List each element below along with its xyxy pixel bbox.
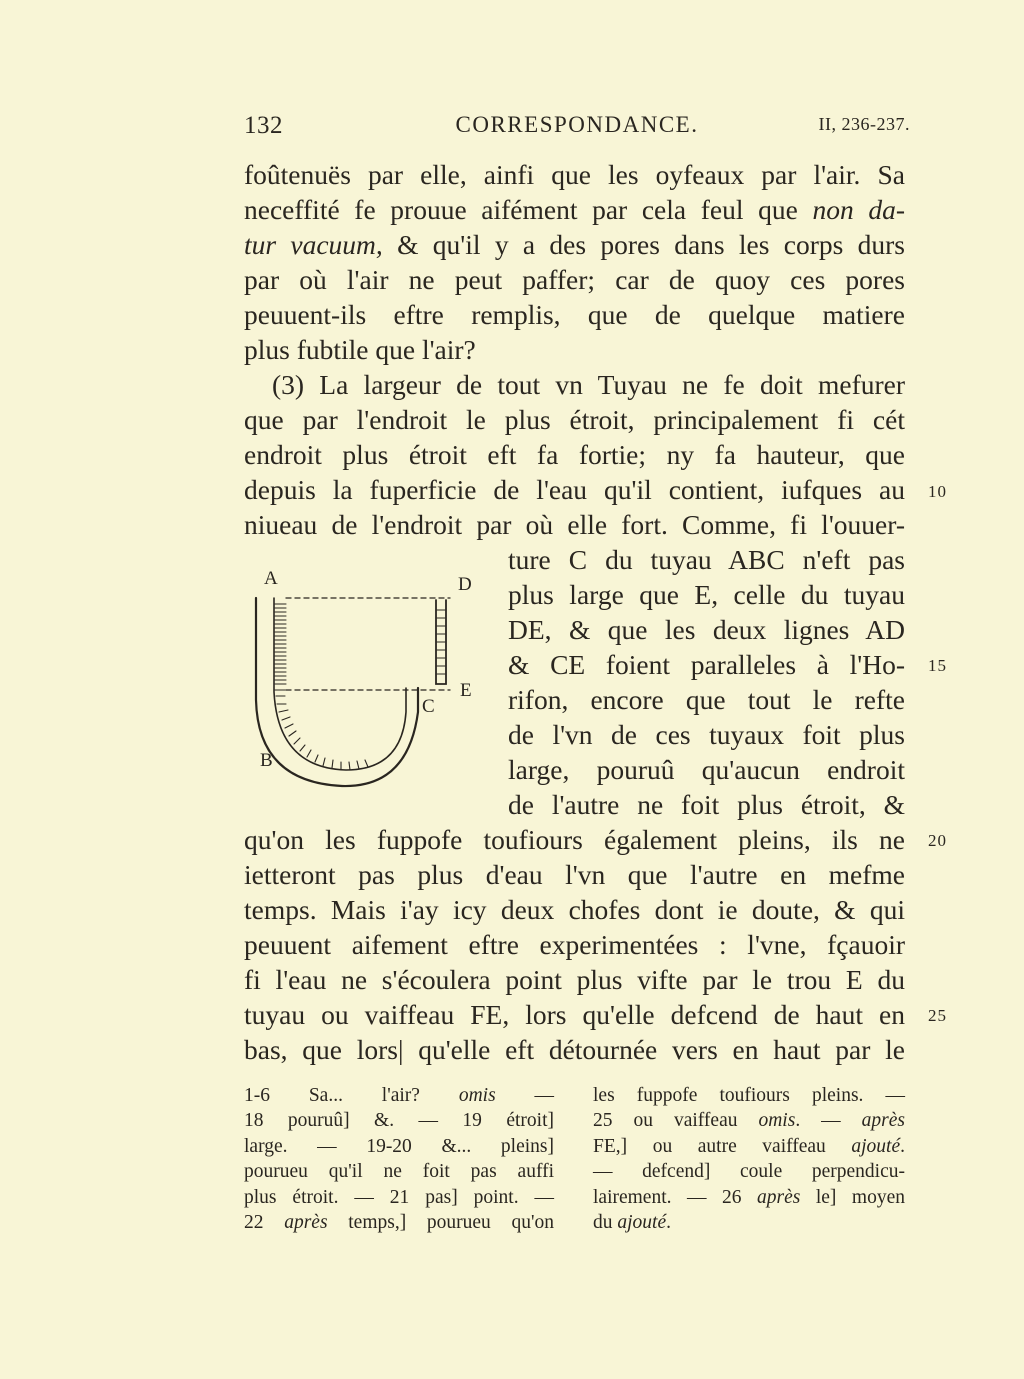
running-head: CORRESPONDANCE.: [455, 112, 699, 137]
footnote-line: 22 après temps,] pourueu qu'on: [244, 1212, 554, 1233]
body-line: que par l'endroit le plus étroit, principalement fi cét: [244, 404, 905, 435]
reference: II, 236-237.: [818, 114, 910, 134]
body-line: par où l'air ne peut paffer; car de quoy ces pores: [244, 264, 905, 295]
italic-text: tur vacuum,: [244, 229, 383, 260]
line-number: 20: [928, 831, 947, 850]
body-line: peuuent aifement eftre experimentées : l'vne, fçauoir: [244, 929, 905, 960]
body-line: de l'autre ne foit plus étroit, &: [508, 789, 905, 820]
body-line: peuuent-ils eftre remplis, que de quelque matiere: [244, 299, 905, 330]
body-line: fi l'eau ne s'écoulera point plus vifte par le trou E du: [244, 964, 905, 995]
line-number: 15: [928, 656, 947, 675]
body-line: plus large que E, celle du tuyau: [508, 579, 905, 610]
italic-text: non da-: [812, 194, 905, 225]
body-line: tuyau ou vaiffeau FE, lors qu'elle defcend de haut en: [244, 999, 905, 1030]
body-line: DE, & que les deux lignes AD: [508, 614, 905, 645]
line-number: 10: [928, 482, 947, 501]
footnote-line: les fuppofe toufiours pleins. —: [593, 1085, 905, 1106]
label-d: D: [458, 574, 472, 595]
line-number: 25: [928, 1006, 947, 1025]
body-line: qu'on les fuppofe toufiours également pleins, ils ne: [244, 824, 905, 855]
body-line: & CE foient paralleles à l'Ho-: [508, 649, 905, 680]
body-line: ietteront pas plus d'eau l'vn que l'autre en mefme: [244, 859, 905, 890]
footnote-line: 25 ou vaiffeau omis. — après: [593, 1110, 905, 1131]
body-line: depuis la fuperficie de l'eau qu'il contient, iufques au: [244, 474, 905, 505]
body-line: neceffité fe prouue aifément par cela feul que non da-: [244, 194, 905, 225]
body-line: bas, que lors| qu'elle eft détournée vers en haut par le: [244, 1034, 905, 1065]
body-line: niueau de l'endroit par où elle fort. Comme, fi l'ouuer-: [244, 509, 905, 540]
footnote-line: du ajouté.: [593, 1212, 671, 1233]
running-header: [244, 112, 910, 146]
body-line: de l'vn de ces tuyaux foit plus: [508, 719, 905, 750]
label-b: B: [260, 750, 273, 771]
body-line: ture C du tuyau ABC n'eft pas: [508, 544, 905, 575]
footnote-line: 18 pouruû] &. — 19 étroit]: [244, 1110, 554, 1131]
body-line: endroit plus étroit eft fa fortie; ny fa hauteur, que: [244, 439, 905, 470]
tube-figure: [238, 560, 496, 810]
footnote-line: large. — 19-20 &... pleins]: [244, 1136, 554, 1157]
body-line: (3) La largeur de tout vn Tuyau ne fe doit mefurer: [272, 369, 905, 400]
body-line: rifon, encore que tout le refte: [508, 684, 905, 715]
footnote-line: 1-6 Sa... l'air? omis —: [244, 1085, 554, 1106]
footnote-line: — defcend] coule perpendicu-: [593, 1161, 905, 1182]
body-line: large, pouruû qu'aucun endroit: [508, 754, 905, 785]
footnote-line: lairement. — 26 après le] moyen: [593, 1187, 905, 1208]
body-line: temps. Mais i'ay icy deux chofes dont ie doute, & qui: [244, 894, 905, 925]
page-number: 132: [244, 112, 283, 139]
body-line: tur vacuum, & qu'il y a des pores dans les corps durs: [244, 229, 905, 260]
footnote-line: pourueu qu'il ne foit pas auffi: [244, 1161, 554, 1182]
tube-diagram: [238, 560, 496, 810]
label-c: C: [422, 696, 435, 717]
body-line: foûtenuës par elle, ainfi que les oyfeaux par l'air. Sa: [244, 159, 905, 190]
body-line: plus fubtile que l'air?: [244, 334, 476, 365]
footnote-line: FE,] ou autre vaiffeau ajouté.: [593, 1136, 905, 1157]
label-a: A: [264, 568, 278, 589]
footnote-line: plus étroit. — 21 pas] point. —: [244, 1187, 554, 1208]
label-e: E: [460, 680, 472, 701]
